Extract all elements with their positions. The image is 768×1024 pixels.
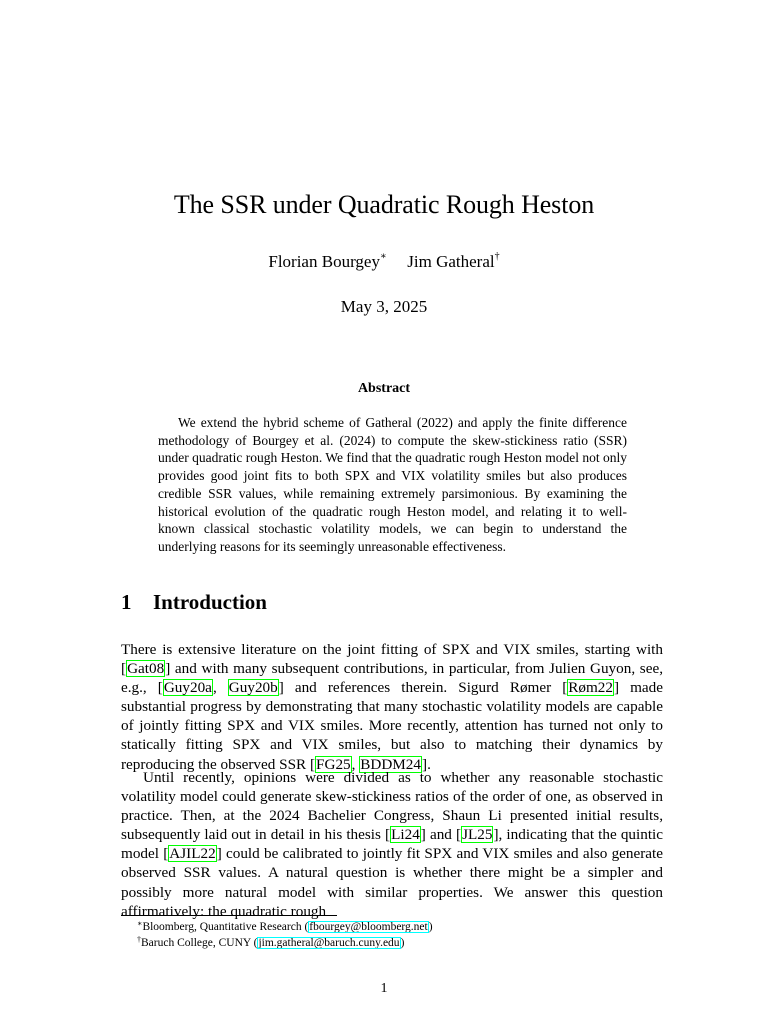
citation-link[interactable]: Gat08 [127,660,165,678]
paper-date: May 3, 2025 [340,297,428,316]
citation-link[interactable]: BDDM24 [360,755,421,773]
paper-title: The SSR under Quadratic Rough Heston [173,190,595,219]
footnote: ∗Bloomberg, Quantitative Research (fbourgey@bloomberg.net) [137,919,433,933]
author-list [0,252,768,272]
footnote: †Baruch College, CUNY (jim.gatheral@baruch.cuny.edu) [137,935,405,949]
footnotes [137,919,433,951]
page-number: 1 [380,981,388,996]
citation-link[interactable]: JL25 [462,826,493,844]
author-footnote-mark[interactable]: † [494,251,500,262]
citation-link[interactable]: Guy20a [163,679,212,697]
citation-link[interactable]: FG25 [316,755,351,773]
section-number: 1 [121,590,132,614]
email-link[interactable]: fbourgey@bloomberg.net [309,921,428,933]
citation-link[interactable]: Guy20b [228,679,278,697]
footnote-rule [121,915,337,916]
intro-paragraph-1: There is extensive literature on the joint fitting of SPX and VIX smiles, starting with [Gat08] and with many subsequent contributions, in particular, from Julien Guyon, see, e.g., [Guy20a, Guy20b] and references therein. Sigurd Rømer [Røm22] made substantial progress by demonstrating that many stochastic volatility models are capable of jointly fitting SPX and VIX smiles. More recently, attention has turned not only to statically fitting SPX and VIX smiles, but also to matching their dynamics by reproducing the observed SSR [FG25, BDDM24]. [121,641,664,773]
citation-link[interactable]: Røm22 [568,679,613,697]
section-heading [121,590,267,615]
author-name: Jim Gatheral [407,252,495,271]
intro-paragraph-2: Until recently, opinions were divided as to whether any reasonable stochastic volatility model could generate skew-stickiness ratios of the order of one, as observed in practice. Then, at the 2024 Bachelier Congress, Shaun Li presented initial results, subsequently laid out in detail in his thesis [Li24] and [JL25], indicating that the quintic model [AJIL22] could be calibrated to jointly fit SPX and VIX smiles and also generate observed SSR values. A natural question is whether there might be a simpler and possibly more natural model with similar properties. We answer this question affirmatively: the quadratic rough [121,769,663,920]
abstract-text: We extend the hybrid scheme of Gatheral (2022) and apply the finite difference methodology of Bourgey et al. (2024) to compute the skew-stickiness ratio (SSR) under quadratic rough Heston. We find that the quadratic rough Heston model not only provides good joint fits to both SPX and VIX volatility smiles but also produces credible SSR values, while remaining extremely parsimonious. By examining the historical evolution of the quadratic rough Heston model, and relating it to well-known classical stochastic volatility models, we can begin to understand the underlying reasons for its seemingly unreasonable effectiveness. [158,415,627,554]
citation-link[interactable]: AJIL22 [169,845,216,863]
email-link[interactable]: jim.gatheral@baruch.cuny.edu [258,937,400,949]
section-title: Introduction [153,590,267,614]
abstract-heading: Abstract [357,381,411,396]
author-name: Florian Bourgey [268,252,380,271]
author-footnote-mark[interactable]: ∗ [379,251,387,262]
citation-link[interactable]: Li24 [391,826,420,844]
